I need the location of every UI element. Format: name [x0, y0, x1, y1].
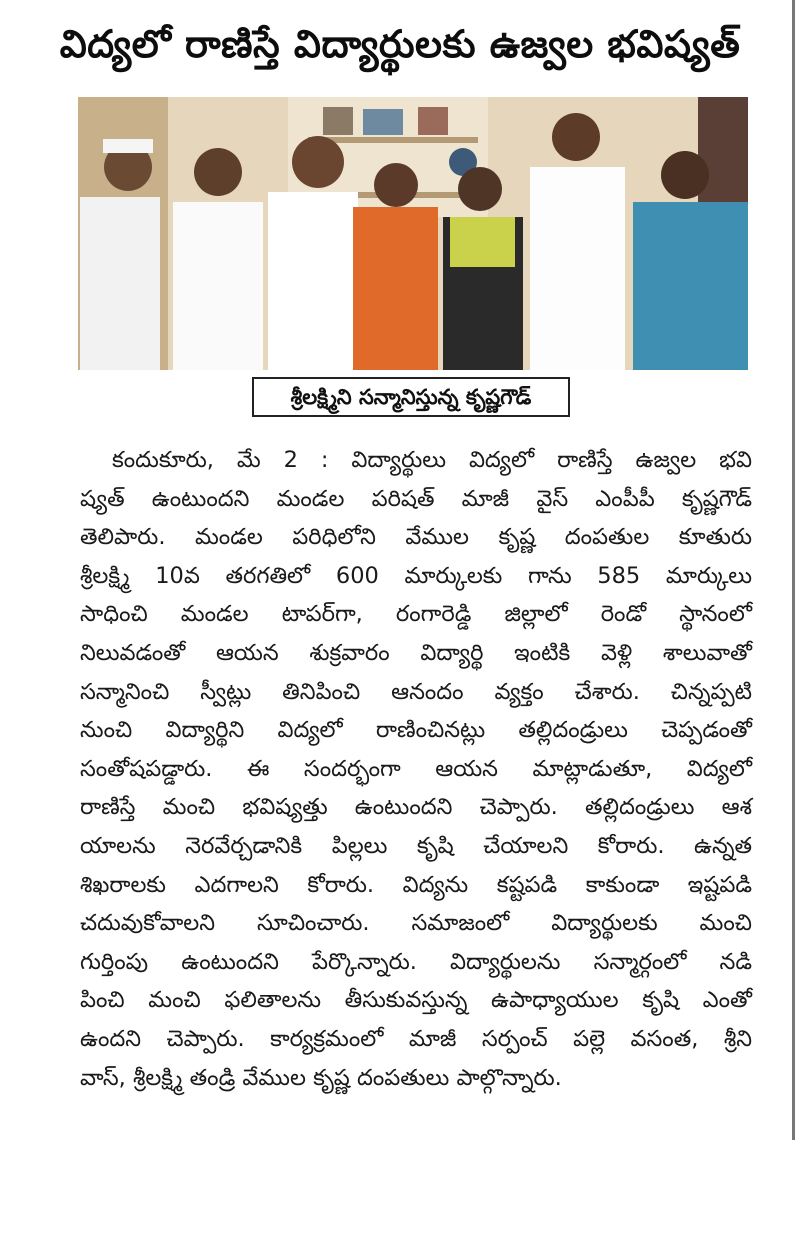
body-line: చదువుకోవాలని సూచించారు. సమాజంలో విద్యార్థులకు మంచి	[80, 910, 752, 937]
body-line: పించి మంచి ఫలితాలను తీసుకువస్తున్న ఉపాధ్యాయుల కృషి ఎంతో	[80, 987, 752, 1014]
headline: విద్యలో రాణిస్తే విద్యార్థులకు ఉజ్వల భవిష్యత్	[59, 22, 741, 66]
body-line: శ్రీలక్ష్మి 10వ తరగతిలో 600 మార్కులకు గాను 585 మార్కులు	[80, 562, 752, 589]
body-line: తెలిపారు. మండల పరిధిలోని వేముల కృష్ణ దంపతుల కూతురు	[80, 524, 752, 551]
body-line: యాలను నెరవేర్చడానికి పిల్లలు కృషి చేయాలని కోరారు. ఉన్నత	[80, 832, 752, 859]
body-line: శిఖరాలకు ఎదగాలని కోరారు. విద్యను కష్టపడి కాకుండా ఇష్టపడి	[80, 871, 752, 898]
body-line: కందుకూరు, మే 2 : విద్యార్థులు విద్యలో రాణిస్తే ఉజ్వల భవి	[112, 447, 752, 473]
article-body	[80, 441, 752, 1097]
body-line: గుర్తింపు ఉంటుందని పేర్కొన్నారు. విద్యార్థులను సన్మార్గంలో నడి	[80, 948, 752, 975]
body-line: ఉందని చెప్పారు. కార్యక్రమంలో మాజీ సర్పంచ్ పల్లె వసంత, శ్రీని	[80, 1025, 752, 1052]
body-line: నిలువడంతో ఆయన శుక్రవారం విద్యార్థి ఇంటికి వెళ్లి శాలువాతో	[80, 639, 752, 666]
body-line: సాధించి మండల టాపర్‌గా, రంగారెడ్డి జిల్లాలో రెండో స్థానంలో	[80, 601, 752, 628]
body-line: సన్మానించి స్వీట్లు తినిపించి ఆనందం వ్యక్తం చేశారు. చిన్నప్పటి	[80, 678, 752, 705]
body-line: నుంచి విద్యార్థిని విద్యలో రాణించినట్లు తల్లిదండ్రులు చెప్పడంతో	[80, 717, 752, 744]
body-line: సంతోషపడ్డారు. ఈ సందర్భంగా ఆయన మాట్లాడుతూ, విద్యలో	[80, 755, 752, 782]
body-line: వాస్, శ్రీలక్ష్మి తండ్రి వేముల కృష్ణ దంపతులు పాల్గొన్నారు.	[80, 1064, 562, 1091]
news-photo	[78, 97, 748, 370]
photo-caption: శ్రీలక్ష్మిని సన్మానిస్తున్న కృష్ణగౌడ్	[252, 377, 570, 417]
body-line: రాణిస్తే మంచి భవిష్యత్తు ఉంటుందని చెప్పారు. తల్లిదండ్రులు ఆశ	[80, 794, 752, 821]
column-divider	[792, 0, 795, 1140]
body-line: ష్యత్ ఉంటుందని మండల పరిషత్ మాజీ వైస్ ఎంపీపీ కృష్ణగౌడ్	[80, 485, 752, 512]
